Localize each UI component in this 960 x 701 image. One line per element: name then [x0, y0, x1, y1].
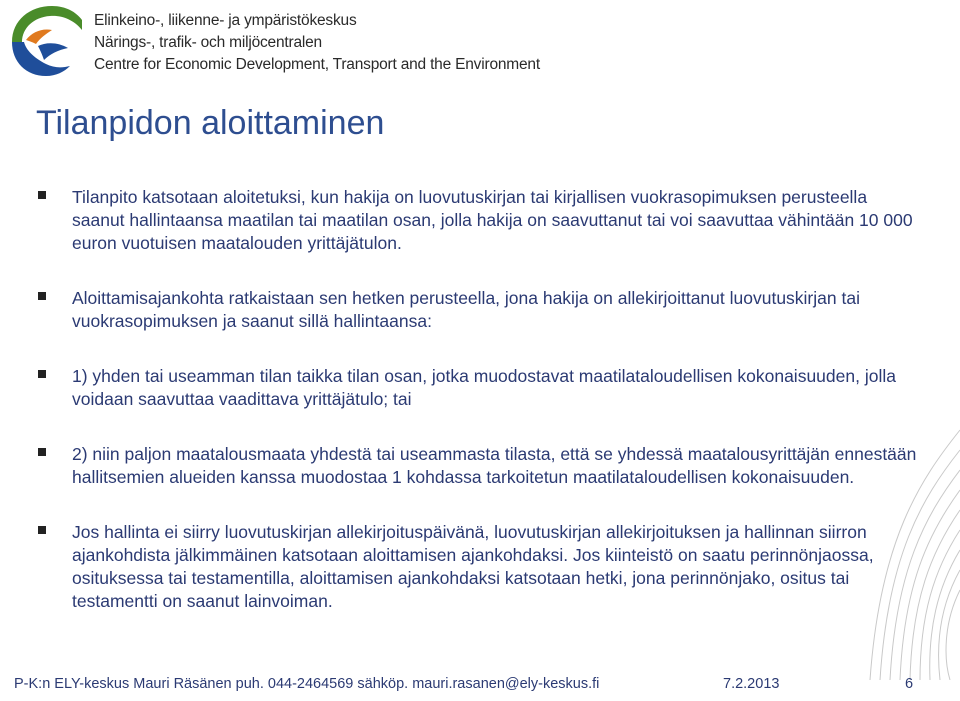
page-number: 6: [905, 676, 914, 692]
bullet-square-icon: [38, 191, 46, 199]
bullet-item: [38, 365, 918, 411]
bullet-item: [38, 521, 918, 613]
footer-date: 7.2.2013: [723, 676, 780, 692]
footer-contact: P-K:n ELY-keskus Mauri Räsänen puh. 044-2464569 sähköp. mauri.rasanen@ely-keskus.fi: [14, 676, 600, 692]
slide-title: Tilanpidon aloittaminen: [36, 104, 385, 142]
bullet-square-icon: [38, 370, 46, 378]
ely-logo-icon: [4, 2, 84, 78]
bullet-text: Tilanpito katsotaan aloitetuksi, kun hakija on luovutuskirjan tai kirjallisen vuokrasopimuksen perusteella saanut hallintaansa maatilan tai maatilan osan, jolla hakija on saavuttanut tai voi saavuttaa vähintään 10 000 euron vuotuisen maatalouden yrittäjätulon.: [72, 187, 913, 253]
bullet-item: [38, 443, 918, 489]
bullet-text: 2) niin paljon maatalousmaata yhdestä tai useammasta tilasta, että se yhdessä maatalousyrittäjän ennestään hallitsemien alueiden kanssa muodostaa 1 kohdassa tarkoitetun maatilataloudellisen kokonaisuuden.: [72, 444, 917, 487]
bullet-item: [38, 186, 918, 255]
bullet-square-icon: [38, 526, 46, 534]
org-name-english: Centre for Economic Development, Transport and the Environment: [94, 56, 540, 73]
bullet-text: Aloittamisajankohta ratkaistaan sen hetken perusteella, jona hakija on allekirjoittanut luovutuskirjan tai vuokrasopimuksen ja saanut sillä hallintaansa:: [72, 288, 860, 331]
bullet-square-icon: [38, 448, 46, 456]
decorative-wave-lines: [810, 420, 960, 680]
org-name-swedish: Närings-, trafik- och miljöcentralen: [94, 34, 322, 51]
bullet-text: Jos hallinta ei siirry luovutuskirjan allekirjoituspäivänä, luovutuskirjan allekirjoituksen ja hallinnan siirron ajankohdista jälkimmäinen katsotaan aloittamisen ajankohdaksi. Jos kiinteistö on saatu perinnönjaossa, osituksessa tai testamentilla, aloittamisen ajankohdaksi katsotaan hetki, jona perinnönjako, ositus tai testamentti on saanut lainvoiman.: [72, 522, 874, 611]
org-name-finnish: Elinkeino-, liikenne- ja ympäristökeskus: [94, 12, 357, 29]
organization-name: [94, 10, 540, 76]
bullet-square-icon: [38, 292, 46, 300]
bullet-item: [38, 287, 918, 333]
bullet-text: 1) yhden tai useamman tilan taikka tilan osan, jotka muodostavat maatilataloudellisen kokonaisuuden, jolla voidaan saavuttaa vaadittava yrittäjätulo; tai: [72, 366, 896, 409]
bullet-list: [38, 186, 918, 613]
